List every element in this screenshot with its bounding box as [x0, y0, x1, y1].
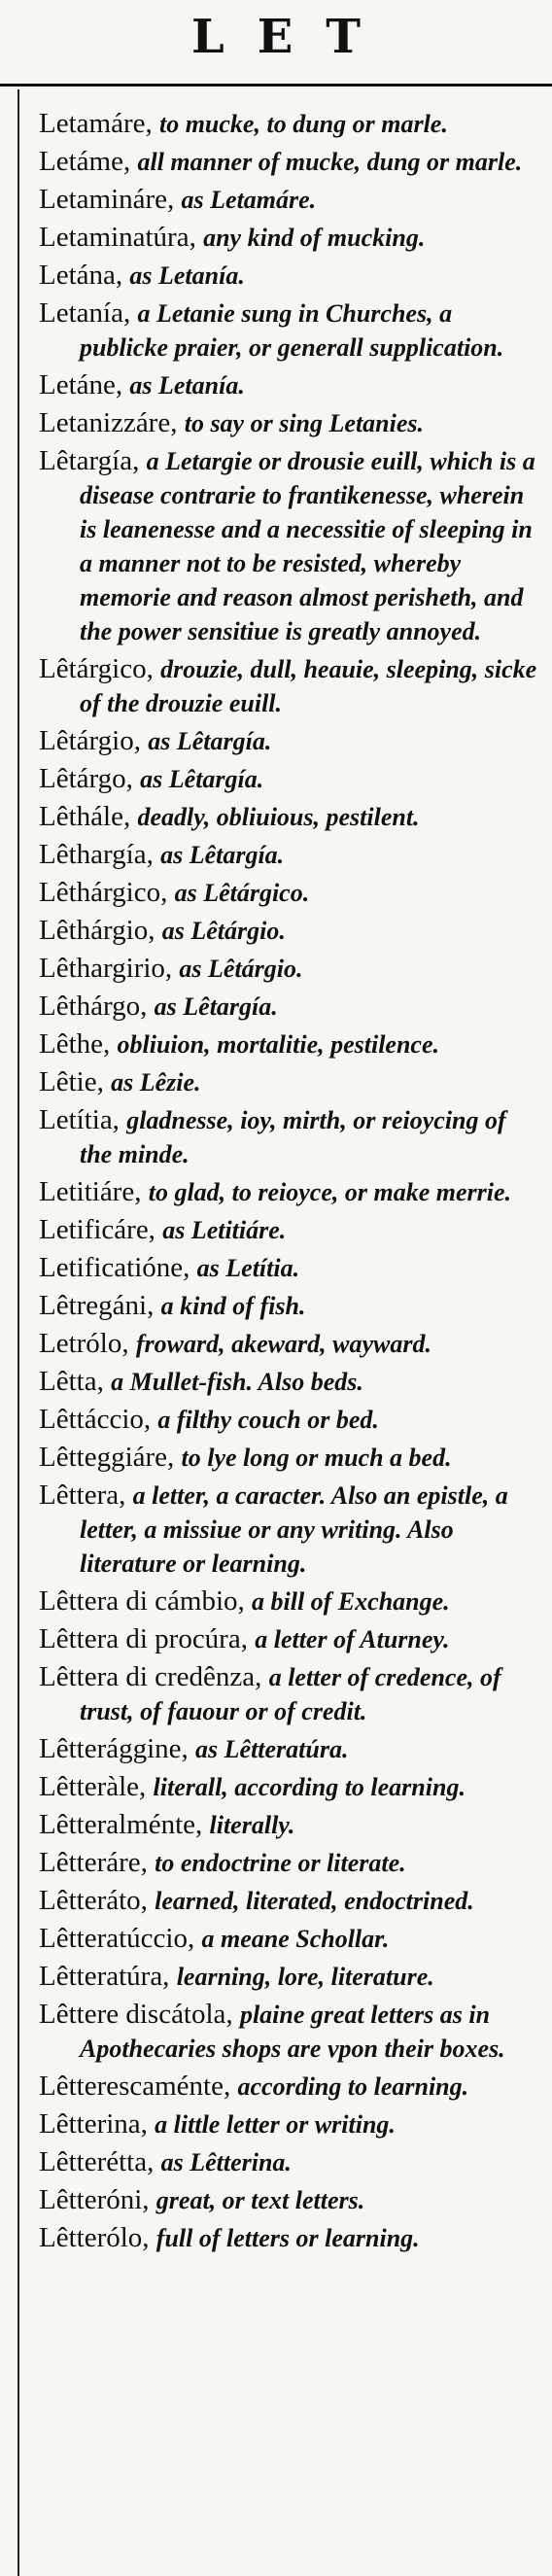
entry-definition: a Mullet-fish. Also beds. — [111, 1368, 363, 1396]
dictionary-entry — [39, 107, 544, 141]
dictionary-entry — [39, 1441, 544, 1475]
dictionary-entry — [39, 1327, 544, 1361]
entry-definition: learned, literated, endoctrined. — [155, 1887, 474, 1915]
entry-headword: Lêtie, — [39, 1066, 104, 1097]
entry-headword: Lêthargirio, — [39, 953, 173, 984]
entry-definition: as Lêtargía. — [140, 765, 264, 793]
dictionary-entry — [39, 1251, 544, 1285]
entry-headword: Letrólo, — [39, 1328, 129, 1359]
entry-definition: as Lêtárgio. — [179, 955, 303, 983]
dictionary-entry — [39, 368, 544, 402]
entry-definition: learning, lore, literature. — [176, 1963, 434, 1991]
dictionary-entry — [39, 1960, 544, 1994]
entry-definition: as Lêtterina. — [160, 2148, 292, 2176]
entry-headword: Letáme, — [39, 146, 131, 177]
entry-headword: Lêtteratúccio, — [39, 1923, 195, 1954]
entry-definition: as Lêtteratúra. — [195, 1735, 349, 1763]
entry-definition: a Letanie sung in Churches, a publicke praier, or generall supplication. — [80, 299, 504, 362]
entry-headword: Lêthe, — [39, 1028, 111, 1060]
dictionary-entry — [39, 296, 544, 365]
entry-definition: gladnesse, ioy, mirth, or reioycing of the minde. — [80, 1106, 506, 1168]
entry-headword: Lêtterággine, — [39, 1733, 189, 1764]
entry-definition: as Lêzie. — [111, 1068, 201, 1097]
entry-definition: a letter of Aturney. — [255, 1625, 450, 1654]
entry-headword: Lêthargía, — [39, 839, 154, 870]
dictionary-entry — [39, 1584, 544, 1619]
dictionary-entry — [39, 1884, 544, 1918]
entry-definition: as Lêtargía. — [160, 841, 285, 869]
entry-headword: Lêtterina, — [39, 2108, 148, 2140]
entry-definition: to glad, to reioyce, or make merrie. — [148, 1178, 512, 1206]
entry-definition: plaine great letters as in Apothecaries shops are vpon their boxes. — [80, 2001, 505, 2063]
entry-headword: Letificáre, — [39, 1214, 155, 1245]
dictionary-entry — [39, 914, 544, 948]
entry-headword: Lêtteróni, — [39, 2184, 150, 2215]
dictionary-entry — [39, 838, 544, 872]
entry-headword: Lêtteratúra, — [39, 1961, 170, 1992]
entry-definition: deadly, obliuious, pestilent. — [137, 803, 420, 831]
dictionary-entry — [39, 652, 544, 720]
entry-definition: full of letters or learning. — [155, 2224, 420, 2252]
entry-definition: as Lêtargía. — [154, 992, 278, 1021]
entry-headword: Lêttera di cámbio, — [39, 1585, 245, 1617]
entry-definition: as Letanía. — [129, 371, 245, 400]
dictionary-entry — [39, 1065, 544, 1099]
entry-headword: Letificatióne, — [39, 1252, 190, 1283]
dictionary-entry — [39, 1998, 544, 2066]
entry-headword: Lêtterétta, — [39, 2146, 155, 2177]
entry-headword: Lêtta, — [39, 1366, 104, 1397]
entry-definition: as Lêtárgio. — [161, 917, 286, 945]
entry-headword: Lêtteggiáre, — [39, 1442, 175, 1473]
dictionary-entry — [39, 1770, 544, 1804]
entry-headword: Lêttáccio, — [39, 1404, 152, 1435]
entry-definition: to endoctrine or literate. — [155, 1849, 406, 1877]
dictionary-entry — [39, 1660, 544, 1728]
dictionary-entry — [39, 1213, 544, 1247]
entry-headword: Letána, — [39, 260, 123, 291]
entry-definition: to lye long or much a bed. — [181, 1444, 452, 1472]
entry-definition: as Lêtargía. — [148, 727, 272, 755]
dictionary-entry — [39, 876, 544, 910]
entry-definition: as Letamáre. — [181, 186, 317, 214]
dictionary-entry — [39, 2145, 544, 2179]
entry-definition: as Lêtárgico. — [174, 879, 310, 907]
entry-definition: as Letanía. — [129, 261, 245, 290]
entry-definition: a meane Schollar. — [201, 1925, 390, 1953]
entry-headword: Lêthále, — [39, 801, 131, 832]
entry-headword: Letanizzáre, — [39, 407, 178, 438]
entry-headword: Lêthárgio, — [39, 915, 155, 946]
entry-definition: a filthy couch or bed. — [157, 1406, 379, 1434]
entry-definition: froward, akeward, wayward. — [135, 1330, 431, 1358]
entry-headword: Letitiáre, — [39, 1176, 142, 1207]
entry-headword: Lêtárgo, — [39, 763, 133, 794]
entry-headword: Lêttere discátola, — [39, 1999, 233, 2030]
dictionary-entry — [39, 1289, 544, 1323]
dictionary-entry — [39, 990, 544, 1024]
page-header — [0, 0, 552, 87]
dictionary-entry — [39, 952, 544, 986]
entry-headword: Lêtteralménte, — [39, 1809, 203, 1840]
entry-headword: Lêtterescaménte, — [39, 2071, 231, 2102]
dictionary-entry — [39, 221, 544, 255]
entry-definition: a letter of credence, of trust, of fauour or of credit. — [80, 1663, 501, 1725]
dictionary-entry — [39, 762, 544, 796]
dictionary-entry — [39, 1403, 544, 1437]
entry-headword: Lêtárgio, — [39, 725, 141, 756]
entry-definition: literally. — [209, 1811, 295, 1839]
entry-definition: all manner of mucke, dung or marle. — [137, 148, 523, 176]
entry-definition: obliuion, mortalitie, pestilence. — [117, 1030, 440, 1059]
entry-headword: Letáne, — [39, 369, 123, 400]
dictionary-entry — [39, 145, 544, 179]
dictionary-entry — [39, 1103, 544, 1171]
entry-headword: Lêtteráre, — [39, 1847, 148, 1878]
entry-headword: Lêtregáni, — [39, 1290, 155, 1321]
entry-headword: Lêthárgico, — [39, 877, 168, 908]
dictionary-entry — [39, 2107, 544, 2141]
entry-definition: drouzie, dull, heauie, sleeping, sicke of the drouzie euill. — [80, 655, 537, 717]
dictionary-entry — [39, 183, 544, 217]
entry-definition: literall, according to learning. — [153, 1773, 466, 1801]
entry-headword: Letaminárе, — [39, 184, 175, 215]
entry-headword: Letamáre, — [39, 108, 153, 139]
entry-headword: Lêtteráto, — [39, 1885, 148, 1916]
column-rule — [17, 89, 19, 2576]
entry-headword: Letanía, — [39, 297, 131, 329]
entry-definition: a little letter or writing. — [155, 2110, 396, 2139]
dictionary-entry — [39, 1732, 544, 1766]
entry-headword: Lêtterólo, — [39, 2222, 150, 2253]
entry-definition: a bill of Exchange. — [252, 1587, 450, 1616]
dictionary-entry — [39, 2183, 544, 2217]
dictionary-entry — [39, 800, 544, 834]
dictionary-entry — [39, 259, 544, 293]
dictionary-entry — [39, 1479, 544, 1581]
entry-definition: as Letitiáre. — [162, 1216, 287, 1244]
dictionary-entry — [39, 1027, 544, 1062]
entry-headword: Lêtargía, — [39, 445, 140, 476]
entry-definition: to say or sing Letanies. — [184, 409, 425, 437]
dictionary-entry — [39, 2221, 544, 2255]
entry-definition: a kind of fish. — [160, 1292, 306, 1320]
entry-headword: Lêttera, — [39, 1479, 126, 1511]
dictionary-entry — [39, 1808, 544, 1842]
entry-headword: Lêthárgo, — [39, 991, 148, 1022]
dictionary-entry — [39, 1365, 544, 1399]
entry-definition: a Letargie or drousie euill, which is a disease contrarie to frantikenesse, wherein is leanenesse and a necessitie of sleeping in a manner not to be resisted, whereby memorie and reason almost perisheth, and the power sensitiue is greatly annoyed. — [80, 447, 535, 645]
entry-headword: Letítia, — [39, 1104, 120, 1135]
dictionary-entry — [39, 2070, 544, 2104]
dictionary-entry — [39, 1846, 544, 1880]
entry-headword: Lêtteràle, — [39, 1771, 147, 1802]
entry-headword: Lêttera di procúra, — [39, 1623, 248, 1654]
entry-headword: Lêtárgico, — [39, 653, 154, 684]
dictionary-entry — [39, 724, 544, 758]
dictionary-entry — [39, 444, 544, 648]
dictionary-entry — [39, 406, 544, 440]
entry-definition: a letter, a caracter. Also an epistle, a letter, a missiue or any writing. Also literature or learning. — [80, 1481, 508, 1578]
entry-headword: Letaminatúra, — [39, 222, 196, 253]
entry-definition: great, or text letters. — [155, 2186, 365, 2214]
dictionary-entry — [39, 1922, 544, 1956]
entry-definition: to mucke, to dung or marle. — [158, 110, 448, 138]
dictionary-entry — [39, 1622, 544, 1656]
page-title: LET — [190, 10, 395, 64]
entry-definition: according to learning. — [237, 2072, 469, 2101]
dictionary-entry — [39, 1175, 544, 1209]
entry-list — [39, 107, 544, 2259]
entry-headword: Lêttera di credênza, — [39, 1661, 262, 1692]
entry-definition: as Letítia. — [196, 1254, 300, 1282]
entry-definition: any kind of mucking. — [203, 224, 426, 252]
